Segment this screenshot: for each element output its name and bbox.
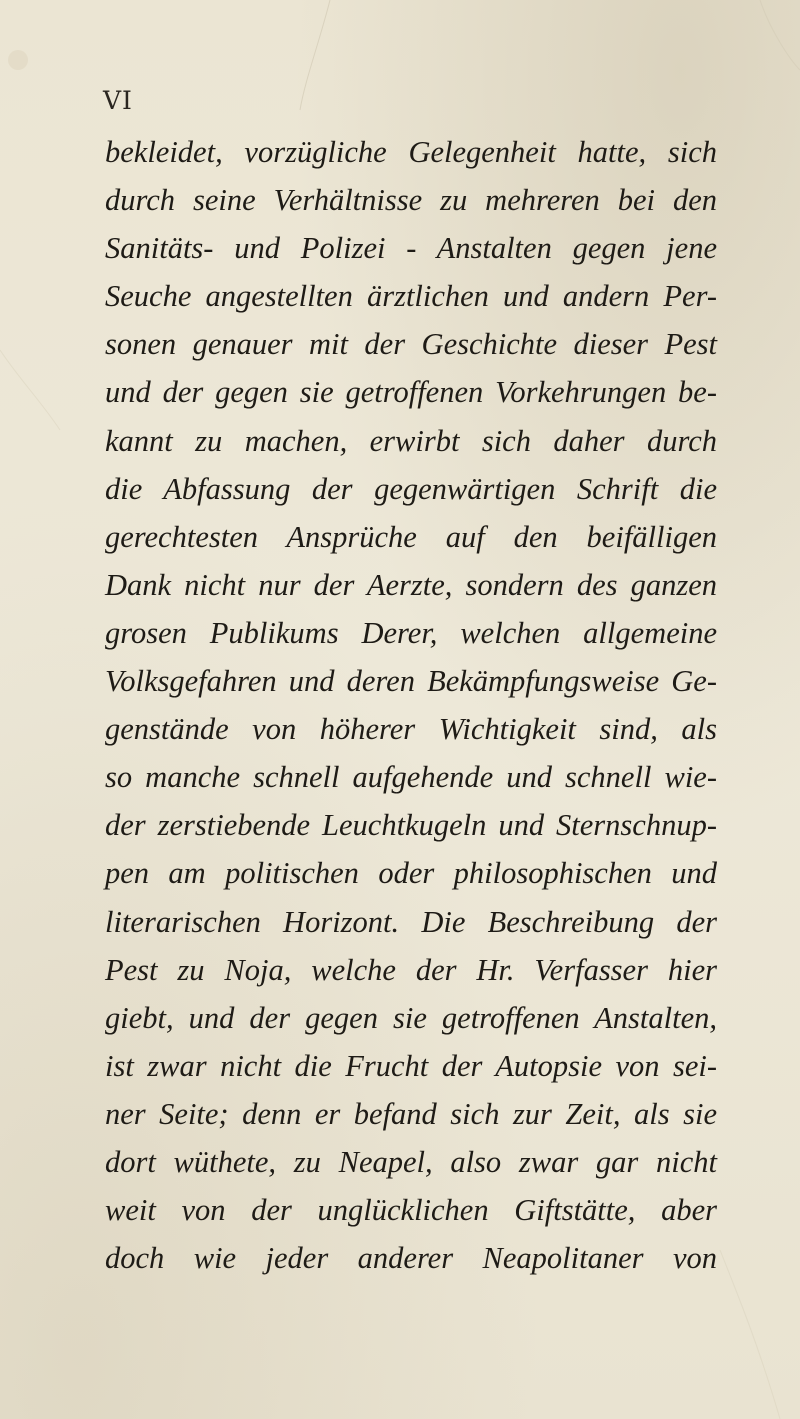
- text-line: weit von der unglücklichen Giftstätte, aber: [105, 1193, 717, 1228]
- page-number: VI: [103, 86, 133, 115]
- text-line: der zerstiebende Leuchtkugeln und Sternschnup-: [105, 808, 717, 843]
- text-line: gerechtesten Ansprüche auf den beifälligen: [105, 519, 717, 554]
- text-line: pen am politischen oder philosophischen und: [105, 856, 717, 891]
- text-line: doch wie jeder anderer Neapolitaner von: [105, 1241, 717, 1276]
- text-line: Volksgefahren und deren Bekämpfungsweise Ge-: [105, 664, 717, 699]
- text-line: sonen genauer mit der Geschichte dieser Pest: [105, 327, 717, 362]
- text-line: genstände von höherer Wichtigkeit sind, als: [105, 712, 717, 747]
- text-line: grosen Publikums Derer, welchen allgemeine: [105, 615, 717, 650]
- text-line: Sanitäts- und Polizei - Anstalten gegen jene: [105, 231, 717, 266]
- body-text: [105, 128, 717, 1282]
- text-line: die Abfassung der gegenwärtigen Schrift die: [105, 471, 717, 506]
- text-line: Pest zu Noja, welche der Hr. Verfasser hier: [105, 952, 717, 987]
- text-line: ist zwar nicht die Frucht der Autopsie von sei-: [105, 1048, 717, 1083]
- text-line: durch seine Verhältnisse zu mehreren bei den: [105, 183, 717, 218]
- text-line: bekleidet, vorzügliche Gelegenheit hatte, sich: [105, 135, 717, 169]
- text-line: giebt, und der gegen sie getroffenen Anstalten,: [105, 1000, 717, 1035]
- text-line: kannt zu machen, erwirbt sich daher durch: [105, 423, 717, 458]
- text-line: literarischen Horizont. Die Beschreibung der: [105, 904, 717, 939]
- text-line: und der gegen sie getroffenen Vorkehrungen be-: [105, 375, 717, 410]
- text-line: Seuche angestellten ärztlichen und andern Per-: [105, 279, 717, 314]
- text-line: Dank nicht nur der Aerzte, sondern des ganzen: [105, 567, 717, 602]
- text-line: ner Seite; denn er befand sich zur Zeit, als sie: [105, 1096, 717, 1131]
- text-line: so manche schnell aufgehende und schnell wie-: [105, 760, 717, 795]
- text-line: dort wüthete, zu Neapel, also zwar gar nicht: [105, 1144, 717, 1179]
